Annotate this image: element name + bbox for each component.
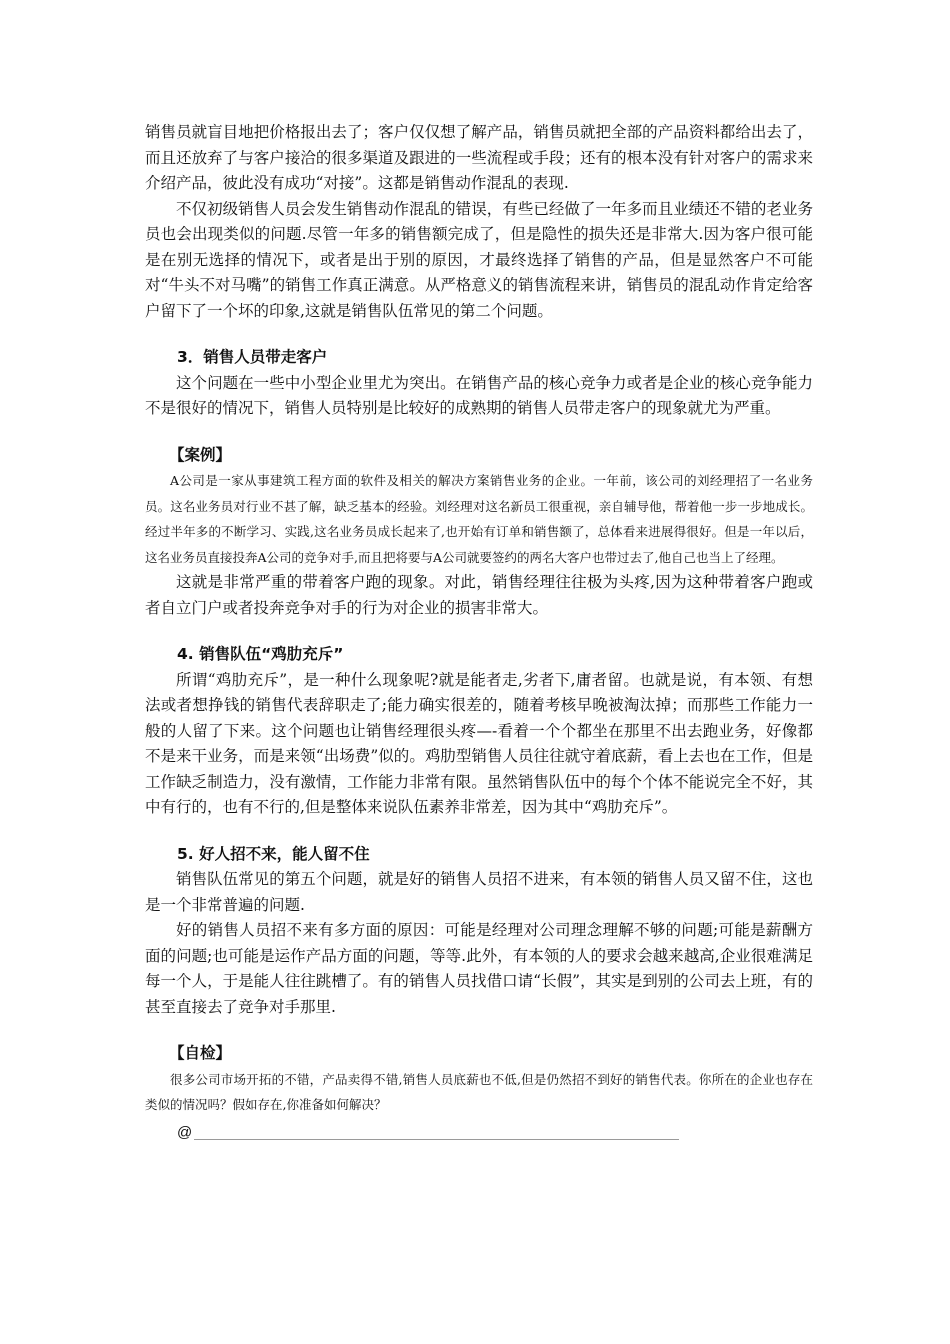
case-body: A公司是一家从事建筑工程方面的软件及相关的解决方案销售业务的企业。一年前，该公司的刘经理招了一名业务员。这名业务员对行业不甚了解，缺乏基本的经验。刘经理对这名新员工很重视，亲自辅导他，帮着他一步一步地成长。经过半年多的不断学习、实践,这名业务员成长起来了,也开始有订单和销售额了，总体看来进展得很好。但是一年以后，这名业务员直接投奔A公司的竞争对手,而且把将要与A公司就要签约的两名大客户也带过去了,他自己也当上了经理。: [145, 473, 813, 565]
answer-underline: [194, 1139, 679, 1140]
section-heading-3: 3．销售人员带走客户: [177, 348, 328, 366]
section-5-body-2: 好的销售人员招不来有多方面的原因：可能是经理对公司理念理解不够的问题;可能是薪酬方面的问题;也可能是运作产品方面的问题，等等.此外，有本领的人的要求会越来越高,企业很难满足每一个人，于是能人往往跳槽了。有的销售人员找借口请“长假”，其实是到别的公司去上班，有的甚至直接去了竞争对手那里.: [145, 921, 813, 1016]
answer-line: [177, 1118, 813, 1143]
paragraph-sales-chaos-end: 销售员就盲目地把价格报出去了；客户仅仅想了解产品，销售员就把全部的产品资料都给出去了，而且还放弃了与客户接洽的很多渠道及跟进的一些流程或手段；还有的根本没有针对客户的需求来介绍产品，彼此没有成功“对接”。这都是销售动作混乱的表现.: [145, 123, 813, 192]
answer-marker: @: [177, 1123, 193, 1141]
section-5-body-1: 销售队伍常见的第五个问题，就是好的销售人员招不进来，有本领的销售人员又留不住，这也是一个非常普遍的问题.: [145, 870, 813, 914]
paragraph-second-problem: 不仅初级销售人员会发生销售动作混乱的错误，有些已经做了一年多而且业绩还不错的老业务员也会出现类似的问题.尽管一年多的销售额完成了，但是隐性的损失还是非常大.因为客户很可能是在别无选择的情况下，或者是出于别的原因，才最终选择了销售的产品，但是显然客户不可能对“牛头不对马嘴”的销售工作真正满意。从严格意义的销售流程来讲，销售员的混乱动作肯定给客户留下了一个坏的印象,这就是销售队伍常见的第二个问题。: [145, 199, 813, 320]
selfcheck-title: 【自检】: [169, 1044, 232, 1062]
document-body: [145, 120, 813, 1143]
section-3-body: 这个问题在一些中小型企业里尤为突出。在销售产品的核心竞争力或者是企业的核心竞争能力不是很好的情况下，销售人员特别是比较好的成熟期的销售人员带走客户的现象就尤为严重。: [145, 373, 813, 417]
section-heading-4: 4. 销售队伍“鸡肋充斥”: [177, 645, 344, 663]
section-4-body: 所谓“鸡肋充斥”，是一种什么现象呢?就是能者走,劣者下,庸者留。也就是说，有本领、有想法或者想挣钱的销售代表辞职走了;能力确实很差的，随着考核早晚被淘汰掉；而那些工作能力一般的人留了下来。这个问题也让销售经理很头疼—-看着一个个都坐在那里不出去跑业务，好像都不是来干业务，而是来领“出场费”似的。鸡肋型销售人员往往就守着底薪，看上去也在工作，但是工作缺乏制造力，没有激情，工作能力非常有限。虽然销售队伍中的每个个体不能说完全不好，其中有行的，也有不行的,但是整体来说队伍素养非常差，因为其中“鸡肋充斥”。: [145, 670, 813, 816]
case-comment: 这就是非常严重的带着客户跑的现象。对此，销售经理往往极为头疼,因为这种带着客户跑或者自立门户或者投奔竞争对手的行为对企业的损害非常大。: [145, 573, 813, 617]
case-title: 【案例】: [169, 445, 232, 464]
selfcheck-body: 很多公司市场开拓的不错，产品卖得不错,销售人员底薪也不低,但是仍然招不到好的销售代表。你所在的企业也存在类似的情况吗？假如存在,你准备如何解决？: [145, 1071, 813, 1112]
section-heading-5: 5. 好人招不来，能人留不住: [177, 844, 370, 863]
